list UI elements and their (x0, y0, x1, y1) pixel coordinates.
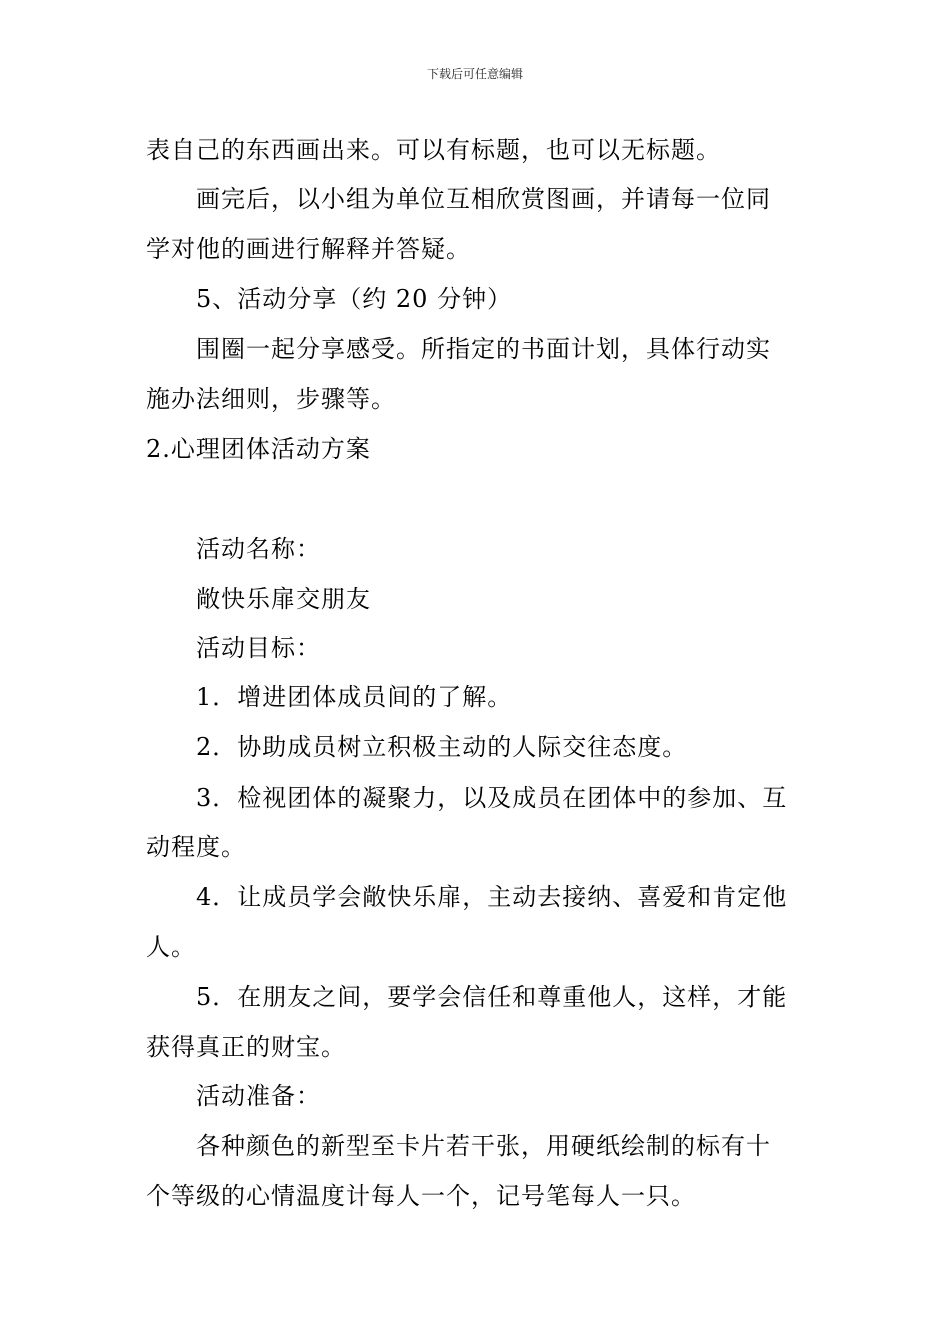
paragraph-line: 个等级的心情温度计每人一个，记号笔每人一只。 (146, 1182, 696, 1210)
section-heading: 5、活动分享（约 20 分钟） (196, 285, 513, 313)
document-heading: 2.心理团体活动方案 (146, 435, 371, 463)
goal-item-continued: 获得真正的财宝。 (146, 1033, 346, 1061)
goal-item: 3．检视团体的凝聚力，以及成员在团体中的参加、互 (196, 784, 788, 812)
paragraph-line: 围圈一起分享感受。所指定的书面计划，具体行动实 (196, 335, 771, 363)
activity-name-value: 敞快乐扉交朋友 (196, 585, 371, 613)
paragraph-line: 各种颜色的新型至卡片若干张，用硬纸绘制的标有十 (196, 1132, 771, 1160)
page-header: 下载后可任意编辑 (426, 67, 523, 81)
goal-item: 5．在朋友之间，要学会信任和尊重他人，这样，才能 (196, 983, 788, 1011)
paragraph-line: 施办法细则，步骤等。 (146, 385, 396, 413)
paragraph-line: 学对他的画进行解释并答疑。 (146, 235, 471, 263)
goal-item: 4．让成员学会敞快乐扉，主动去接纳、喜爱和肯定他 (196, 883, 788, 911)
activity-goals-label: 活动目标： (196, 634, 321, 662)
goal-item-continued: 动程度。 (146, 833, 246, 861)
goal-item: 2．协助成员树立积极主动的人际交往态度。 (196, 733, 688, 761)
paragraph-line: 表自己的东西画出来。可以有标题，也可以无标题。 (146, 136, 721, 164)
goal-item: 1．增进团体成员间的了解。 (196, 683, 513, 711)
activity-name-label: 活动名称： (196, 535, 321, 563)
goal-item-continued: 人。 (146, 933, 196, 961)
activity-preparation-label: 活动准备： (196, 1082, 321, 1110)
paragraph-line: 画完后，以小组为单位互相欣赏图画，并请每一位同 (196, 185, 771, 213)
